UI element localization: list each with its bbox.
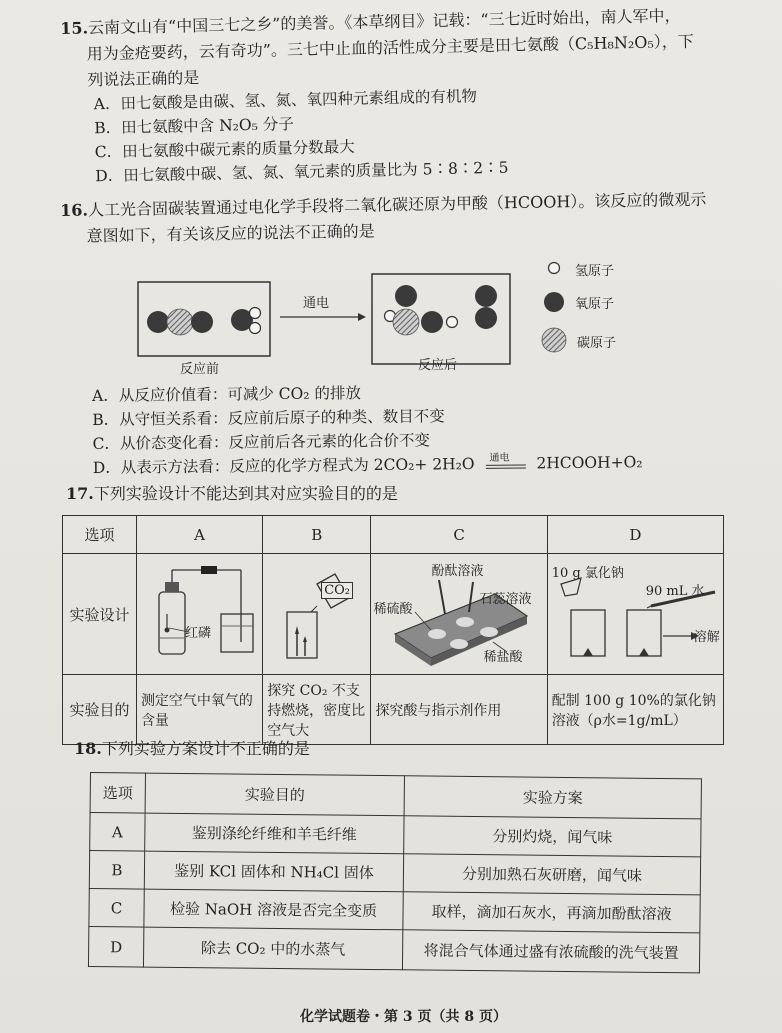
q16-option-a: A．从反应价值看：可减少 CO₂ 的排放: [92, 384, 362, 405]
oxygen-atom: [395, 285, 417, 307]
q17-design-label: 实验设计: [63, 554, 137, 675]
q18-header-plan: 实验方案: [404, 776, 701, 819]
q15-option-d: D．田七氨酸中碳、氢、氮、氧元素的质量比为 5∶8∶2∶5: [95, 158, 509, 186]
reaction-arrowhead: [358, 313, 366, 321]
q18-header-purpose: 实验目的: [145, 773, 404, 816]
q17-purpose-d: 配制 100 g 10%的氯化钠溶液（ρ水=1g/mL）: [547, 675, 723, 745]
page-footer: 化学试题卷・第 3 页（共 8 页）: [300, 1009, 507, 1025]
dilute-sulfuric-acid-label: 稀硫酸: [373, 602, 413, 617]
q18-row-d-purpose: 除去 CO₂ 中的水蒸气: [143, 927, 402, 970]
arrow-label: 通电: [303, 296, 330, 311]
q17-purpose-b: 探究 CO₂ 不支持燃烧，密度比空气大: [263, 675, 371, 745]
litmus-label: 石蕊溶液: [479, 592, 532, 607]
q17-design-d: [547, 554, 723, 675]
q15-number: 15.: [60, 18, 89, 38]
q18-row-a-purpose: 鉴别涤纶纤维和羊毛纤维: [145, 813, 404, 854]
q15-line-2: 用为金疮要药，云有奇功”。三七中止血的活性成分主要是田七氨酸（C₅H₈N₂O₅），下: [86, 31, 694, 64]
phenolphthalein-label: 酚酞溶液: [431, 564, 484, 579]
q17-stem: [66, 483, 398, 505]
q18-number: 18.: [74, 739, 102, 758]
q18-stem: [74, 738, 310, 760]
sodium-chloride-label: 10 g 氯化钠: [551, 566, 624, 581]
q17-design-b: [263, 554, 371, 675]
table-row: [90, 813, 701, 857]
oxygen-atom: [475, 285, 497, 307]
legend-hydrogen-icon: [549, 263, 560, 274]
q15-line-3: 列说法正确的是: [87, 68, 200, 90]
table-row: [89, 851, 700, 895]
q18-row-b-purpose: 鉴别 KCl 固体和 NH₄Cl 固体: [144, 851, 403, 892]
q17-table: [62, 515, 724, 745]
q17-purpose-c: 探究酸与指示剂作用: [371, 675, 547, 745]
q16-number: 16.: [60, 200, 89, 220]
q18-row-d-option: D: [88, 926, 143, 967]
q15-option-b: B．田七氨酸中含 N₂O₅ 分子: [94, 115, 294, 138]
oxygen-atom: [147, 311, 169, 333]
equation-arrow: [485, 452, 525, 472]
dilute-hydrochloric-acid-label: 稀盐酸: [483, 650, 523, 665]
q18-row-c-option: C: [89, 888, 144, 927]
legend-hydrogen-label: 氢原子: [575, 264, 615, 279]
oxygen-atom: [475, 307, 497, 329]
q18-row-c-purpose: 检验 NaOH 溶液是否完全变质: [144, 889, 403, 930]
legend-carbon-label: 碳原子: [577, 336, 617, 351]
co2-label: CO₂: [321, 582, 353, 599]
q16-line-2: 意图如下，有关该反应的说法不正确的是: [86, 221, 375, 246]
hydrogen-atom: [250, 308, 261, 319]
legend-oxygen-icon: [544, 292, 564, 312]
carbon-atom: [167, 309, 193, 335]
q15-block: [60, 5, 697, 188]
q16-option-c: C．从价态变化看：反应前后各元素的化合价不变: [92, 431, 431, 453]
hydrogen-atom: [250, 323, 261, 334]
water-volume-label: 90 mL 水: [645, 584, 705, 599]
carbon-atom: [393, 309, 419, 335]
q17-purpose-label: 实验目的: [63, 675, 137, 745]
q17-header-d: D: [547, 516, 723, 554]
before-label: 反应前: [180, 362, 220, 377]
q16-option-b: B．从守恒关系看：反应前后原子的种类、数目不变: [92, 407, 445, 429]
legend-oxygen-label: 氧原子: [575, 297, 615, 312]
q18-row-b-option: B: [89, 851, 144, 890]
dissolve-label: 溶解: [693, 630, 720, 645]
q18-header-option: 选项: [90, 773, 145, 814]
q18-row-c-plan: 取样，滴加石灰水，再滴加酚酞溶液: [403, 892, 700, 933]
q17-stem-text: 下列实验设计不能达到其对应实验目的的是: [93, 484, 398, 503]
q18-row-b-plan: 分别加熟石灰研磨，闻气味: [403, 854, 700, 895]
q18-row-d-plan: 将混合气体通过盛有浓硫酸的洗气装置: [402, 930, 699, 973]
q17-header-option: 选项: [63, 516, 137, 554]
oxygen-atom: [191, 311, 213, 333]
q17-design-c: [371, 554, 547, 675]
q16-option-d: [93, 451, 643, 479]
q16-options: [92, 379, 643, 479]
q18-row-a-plan: 分别灼烧，闻气味: [404, 816, 701, 857]
q18-stem-text: 下列实验方案设计不正确的是: [101, 739, 310, 758]
q15-option-a: A．田七氨酸是由碳、氢、氮、氧四种元素组成的有机物: [93, 87, 478, 114]
red-phosphorus-label: 红磷: [184, 626, 211, 641]
q15-option-c: C．田七氨酸中碳元素的质量分数最大: [94, 137, 355, 162]
q17-header-a: A: [136, 516, 262, 554]
q17-purpose-a: 测定空气中氧气的含量: [136, 675, 262, 745]
q17-number: 17.: [66, 484, 94, 503]
q15-line-1: 云南文山有“中国三七之乡”的美誉。《本草纲目》记载：“三七近时始出，南人军中，: [87, 6, 681, 38]
hydrogen-atom: [447, 317, 458, 328]
oxygen-measure-apparatus: [141, 554, 259, 670]
q16-option-d-lhs: D．从表示方法看：反应的化学方程式为 2CO₂+ 2H₂O: [92, 454, 475, 477]
q18-row-a-option: A: [90, 813, 145, 852]
q18-table: [88, 772, 702, 973]
q17-header-c: C: [371, 516, 547, 554]
co2-candle-apparatus: [267, 554, 367, 670]
table-row: [88, 926, 699, 972]
q16-line-1: 人工光合固碳装置通过电化学手段将二氧化碳还原为甲酸（HCOOH）。该反应的微观示: [87, 189, 707, 220]
q16-stem: [60, 189, 707, 248]
legend-carbon-icon: [542, 328, 566, 352]
q16-option-d-rhs: 2HCOOH+O₂: [536, 453, 643, 473]
q17-header-b: B: [263, 516, 371, 554]
oxygen-atom: [421, 311, 443, 333]
q17-design-a: [136, 554, 262, 675]
after-label: 反应后: [418, 358, 458, 373]
equation-condition: 通电: [489, 452, 510, 464]
table-row: [89, 888, 700, 932]
